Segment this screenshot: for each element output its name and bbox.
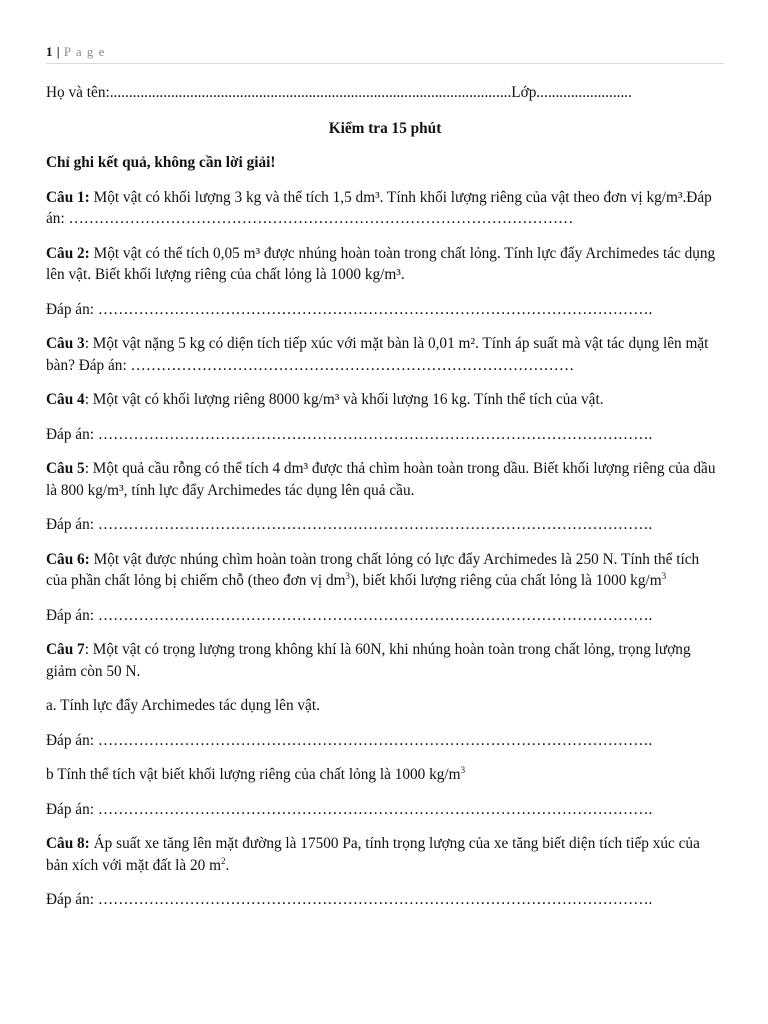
question-7b: [46, 764, 724, 786]
answer-line-2: Đáp án: ……………………………………………………………………………………………….: [46, 300, 653, 318]
page-header: [46, 44, 724, 64]
question-8-label: Câu 8:: [46, 835, 90, 852]
question-1-text: Một vật có khối lượng 3 kg và thể tích 1,5 dm³. Tính khối lượng riêng của vật theo đơn vị kg/m³.Đáp án: ………………………………………………………………………………………: [46, 188, 712, 227]
question-7-text: : Một vật có trọng lượng trong không khí là 60N, khi nhúng hoàn toàn trong chất lỏng, trọng lượng giảm còn 50 N.: [46, 641, 691, 680]
question-4-label: Câu 4: [46, 391, 85, 408]
question-3-label: Câu 3: [46, 335, 85, 352]
question-6-text-b: ), biết khối lượng riêng của chất lỏng là 1000 kg/m: [350, 572, 662, 589]
student-info-line: Họ và tên:.........................................................................................................Lớp.........................: [46, 84, 632, 101]
question-7b-sup: 3: [460, 765, 466, 775]
page-separator: |: [56, 44, 60, 59]
question-5-label: Câu 5: [46, 460, 85, 477]
answer-line-7a: Đáp án: ……………………………………………………………………………………………….: [46, 731, 653, 749]
page-word: P a g e: [63, 44, 106, 59]
question-2-label: Câu 2:: [46, 244, 90, 262]
question-6-text-a: Một vật được nhúng chìm hoàn toàn trong chất lỏng có lực đẩy Archimedes là 250 N. Tính thể tích của phần chất lỏng bị chiếm chỗ (theo đơn vị dm: [46, 550, 700, 589]
question-2: [46, 243, 724, 286]
question-6-label: Câu 6:: [46, 550, 90, 568]
instruction: Chỉ ghi kết quả, không cần lời giải!: [46, 154, 276, 171]
question-6: [46, 549, 724, 592]
answer-line-5: Đáp án: ……………………………………………………………………………………………….: [46, 516, 653, 533]
answer-line-6: Đáp án: ……………………………………………………………………………………………….: [46, 606, 653, 624]
question-8-sup: 2: [221, 855, 226, 866]
question-8: [46, 833, 724, 876]
answer-line-8: Đáp án: ……………………………………………………………………………………………….: [46, 891, 653, 908]
answer-line-4: Đáp án: ……………………………………………………………………………………………….: [46, 425, 653, 443]
test-title: Kiểm tra 15 phút: [328, 119, 442, 137]
question-2-text: Một vật có thể tích 0,05 m³ được nhúng hoàn toàn trong chất lỏng. Tính lực đẩy Archimedes tác dụng lên vật. Biết khối lượng riêng của chất lỏng là 1000 kg/m³.: [46, 244, 716, 283]
question-7: [46, 639, 724, 682]
question-5: [46, 458, 724, 501]
question-8-text: Áp suất xe tăng lên mặt đường là 17500 Pa, tính trọng lượng của xe tăng biết diện tích tiếp xúc của bản xích với mặt đất là 20 m: [46, 835, 700, 874]
question-7a: a. Tính lực đẩy Archimedes tác dụng lên vật.: [46, 697, 320, 714]
question-6-sup-a: 3: [345, 571, 350, 581]
answer-line-7b: Đáp án: ……………………………………………………………………………………………….: [46, 800, 653, 818]
page-number: 1: [46, 44, 53, 59]
question-3: [46, 333, 724, 376]
question-5-text: : Một quả cầu rỗng có thể tích 4 dm³ được thả chìm hoàn toàn trong dầu. Biết khối lượng riêng của dầu là 800 kg/m³, tính lực đẩy Archimedes tác dụng lên quả cầu.: [46, 460, 716, 499]
question-7b-text: b Tính thể tích vật biết khối lượng riêng của chất lỏng là 1000 kg/m: [46, 766, 461, 783]
question-1: [46, 187, 724, 230]
question-4-text: : Một vật có khối lượng riêng 8000 kg/m³ và khối lượng 16 kg. Tính thể tích của vật.: [84, 391, 604, 408]
document-page: [46, 44, 724, 911]
question-6-sup-b: 3: [661, 571, 667, 581]
question-8-end: .: [225, 856, 230, 874]
question-1-label: Câu 1:: [46, 188, 90, 206]
question-3-text: : Một vật nặng 5 kg có diện tích tiếp xúc với mặt bàn là 0,01 m². Tính áp suất mà vật tác dụng lên mặt bàn? Đáp án: ……………………………………………………………………………: [46, 335, 709, 374]
question-4: [46, 389, 724, 411]
question-7-label: Câu 7: [46, 641, 85, 658]
